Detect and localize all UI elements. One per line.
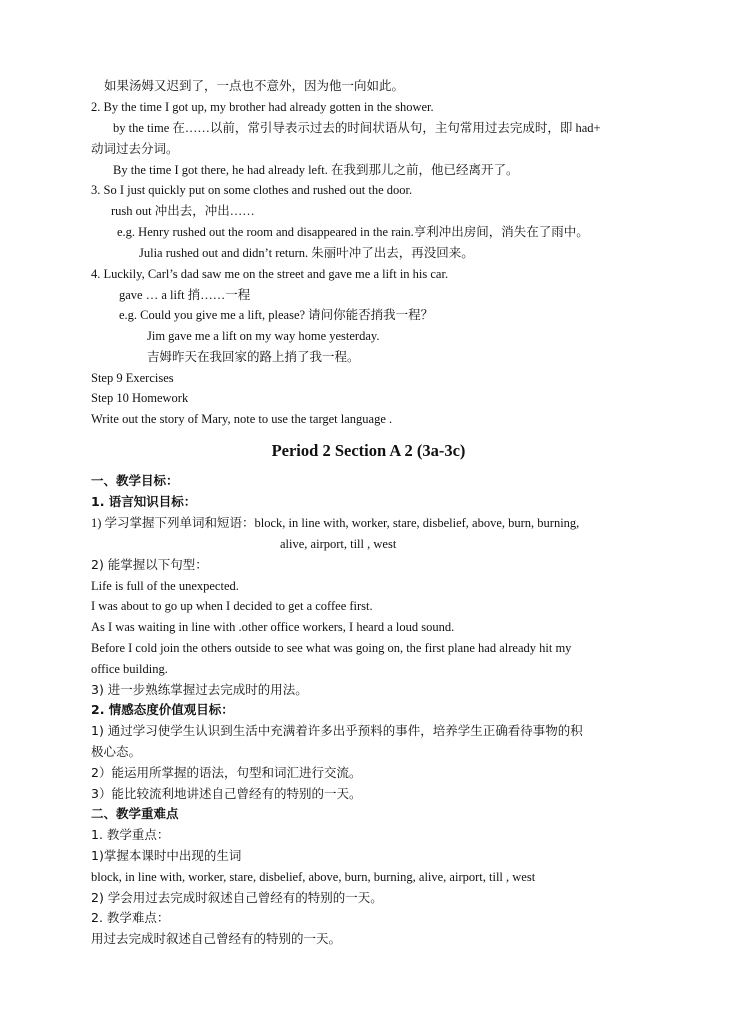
text-line: Step 10 Homework: [91, 391, 189, 405]
text-line: e.g. Henry rushed out the room and disappeared in the rain.亨利冲出房间，消失在了雨中。: [117, 225, 589, 239]
text-line: 1. 教学重点：: [91, 827, 170, 842]
text-line: rush out 冲出去，冲出……: [111, 204, 255, 218]
text-line: 3）能比较流利地讲述自己曾经有的特别的一天。: [91, 786, 362, 801]
section-title: Period 2 Section A 2 (3a-3c): [271, 441, 466, 460]
text-line: By the time I got there, he had already left. 在我到那儿之前，他已经离开了。: [113, 163, 519, 177]
text-line: block, in line with, worker, stare, disbelief, above, burn, burning, alive, airport, till , west: [91, 870, 536, 884]
text-line: 3. So I just quickly put on some clothes and rushed out the door.: [91, 183, 413, 197]
text-line: 1)掌握本课时中出现的生词: [91, 848, 242, 863]
section-heading: 二、教学重难点: [91, 806, 179, 821]
text-line: Julia rushed out and didn’t return. 朱丽叶冲了出去，再没回来。: [139, 246, 474, 260]
text-line: 2. 教学难点：: [91, 910, 170, 925]
text-line: 4. Luckily, Carl’s dad saw me on the street and gave me a lift in his car.: [91, 267, 449, 281]
text-line: Step 9 Exercises: [91, 371, 174, 385]
text-line: Life is full of the unexpected.: [91, 579, 239, 593]
text-line: office building.: [91, 662, 168, 676]
text-line: 2) 学会用过去完成时叙述自己曾经有的特别的一天。: [91, 890, 383, 905]
text-line: 2）能运用所掌握的语法，句型和词汇进行交流。: [91, 765, 362, 780]
text-line: 2) 能掌握以下句型：: [91, 557, 208, 572]
text-line: 1) 学习掌握下列单词和短语：block, in line with, worker, stare, disbelief, above, burn, burning,: [91, 516, 580, 530]
text-line: gave … a lift 捎……一程: [119, 288, 251, 302]
text-line: I was about to go up when I decided to get a coffee first.: [91, 599, 373, 613]
text-line: 用过去完成时叙述自己曾经有的特别的一天。: [91, 931, 342, 946]
text-line: Write out the story of Mary, note to use the target language .: [91, 412, 393, 426]
text-line: e.g. Could you give me a lift, please? 请问你能否捎我一程？: [119, 308, 434, 322]
subsection-heading: 2. 情感态度价值观目标：: [91, 702, 234, 717]
text-line: Jim gave me a lift on my way home yesterday.: [147, 329, 380, 343]
text-line: alive, airport, till , west: [280, 537, 397, 551]
text-line: by the time 在……以前，常引导表示过去的时间状语从句，主句常用过去完成时，即 had+: [113, 121, 601, 135]
text-line: 2. By the time I got up, my brother had already gotten in the shower.: [91, 100, 434, 114]
text-line: 吉姆昨天在我回家的路上捎了我一程。: [147, 349, 360, 364]
text-line: Before I cold join the others outside to see what was going on, the first plane had already hit my: [91, 641, 572, 655]
text-line: 3) 进一步熟练掌握过去完成时的用法。: [91, 682, 308, 697]
text-line: 如果汤姆又迟到了，一点也不意外，因为他一向如此。: [104, 78, 405, 93]
text-line: 极心态。: [91, 744, 142, 759]
subsection-heading: 1. 语言知识目标：: [91, 494, 197, 509]
text-line: 动词过去分词。: [91, 141, 179, 156]
section-heading: 一、教学目标：: [91, 473, 179, 488]
text-line: 1) 通过学习使学生认识到生活中充满着许多出乎预料的事件，培养学生正确看待事物的积: [91, 723, 583, 738]
text-line: As I was waiting in line with .other office workers, I heard a loud sound.: [91, 620, 455, 634]
